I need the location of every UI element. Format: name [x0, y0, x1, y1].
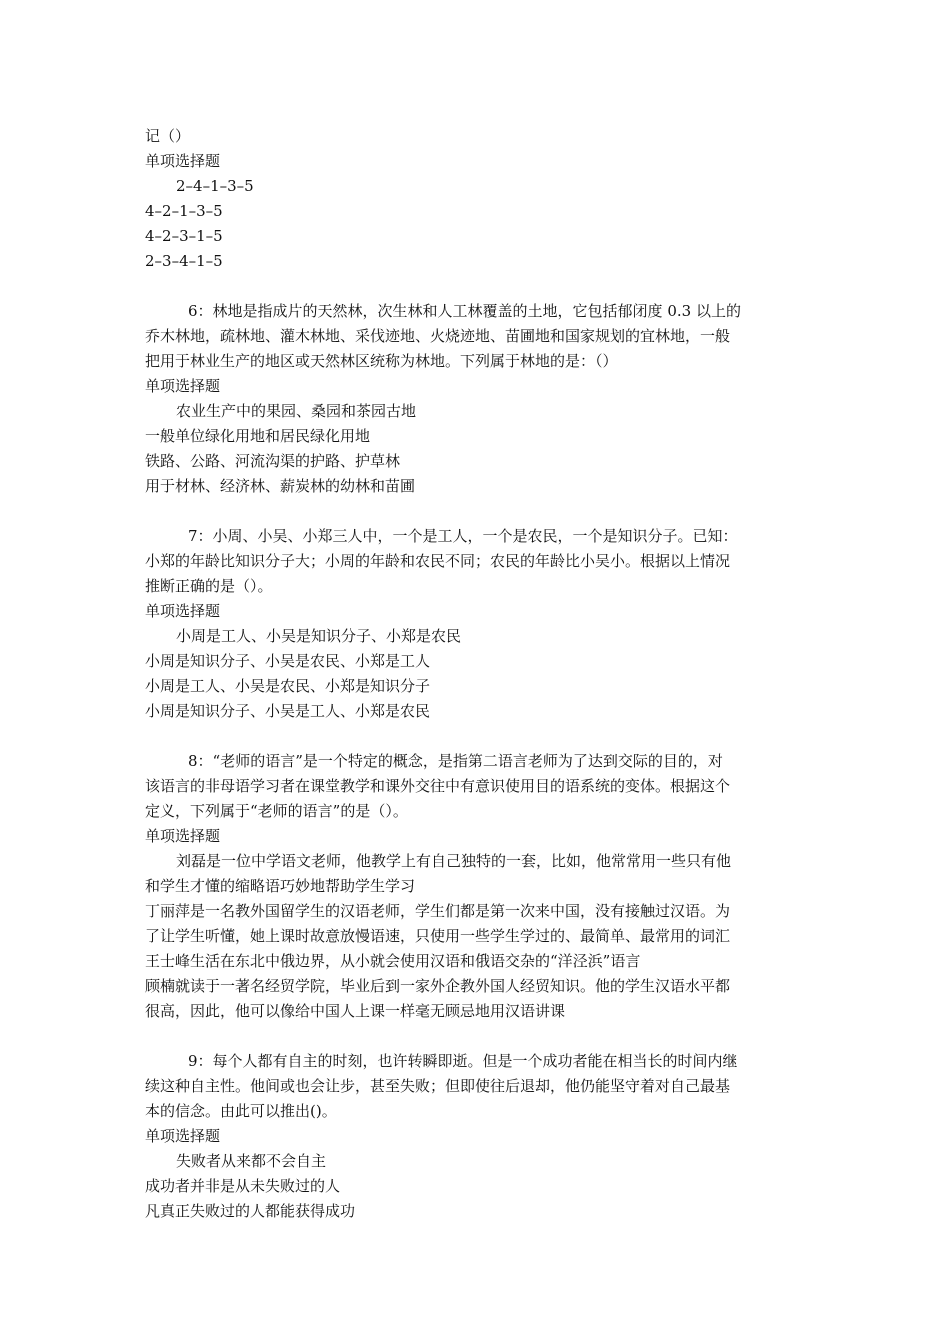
question-5-option-c[interactable]: 4–2–3–1–5 [145, 227, 223, 245]
question-9-option-a[interactable]: 失败者从来都不会自主 [176, 1152, 327, 1170]
document-page [145, 124, 809, 1224]
question-7-stem-line: 小郑的年龄比知识分子大；小周的年龄和农民不同；农民的年龄比小吴小。根据以上情况 [145, 552, 731, 570]
question-9-stem-line: 9：每个人都有自主的时刻，也许转瞬即逝。但是一个成功者能在相当长的时间内继 [188, 1052, 738, 1070]
question-8-option-a-cont[interactable]: 和学生才懂的缩略语巧妙地帮助学生学习 [145, 877, 416, 895]
question-6-option-d[interactable]: 用于材林、经济林、薪炭林的幼林和苗圃 [145, 477, 416, 495]
question-7-option-d[interactable]: 小周是知识分子、小吴是工人、小郑是农民 [145, 702, 431, 720]
question-7-stem-line: 7：小周、小吴、小郑三人中，一个是工人，一个是农民，一个是知识分子。已知： [188, 527, 738, 545]
question-8-option-c[interactable]: 王士峰生活在东北中俄边界，从小就会使用汉语和俄语交杂的“洋泾浜”语言 [145, 952, 641, 970]
question-9-block [145, 1049, 809, 1224]
question-8-option-b[interactable]: 丁丽萍是一名教外国留学生的汉语老师，学生们都是第一次来中国，没有接触过汉语。为 [145, 902, 731, 920]
question-9-stem-line: 续这种自主性。他间或也会让步，甚至失败；但即使往后退却，他仍能坚守着对自己最基 [145, 1077, 731, 1095]
question-8-option-b-cont[interactable]: 了让学生听懂，她上课时故意放慢语速，只使用一些学生学过的、最简单、最常用的词汇 [145, 927, 731, 945]
question-8-type-label: 单项选择题 [145, 827, 221, 845]
question-6-block [145, 299, 809, 499]
question-6-type-label: 单项选择题 [145, 377, 221, 395]
question-7-option-a[interactable]: 小周是工人、小吴是知识分子、小郑是农民 [176, 627, 462, 645]
question-6-option-c[interactable]: 铁路、公路、河流沟渠的护路、护草林 [145, 452, 401, 470]
question-6-stem-line: 把用于林业生产的地区或天然林区统称为林地。下列属于林地的是：（） [145, 352, 618, 370]
question-8-stem-line: 8：“老师的语言”是一个特定的概念，是指第二语言老师为了达到交际的目的，对 [188, 752, 723, 770]
question-9-option-c[interactable]: 凡真正失败过的人都能获得成功 [145, 1202, 356, 1220]
question-5-option-a[interactable]: 2–4–1–3–5 [176, 177, 254, 195]
question-7-stem-line: 推断正确的是（）。 [145, 577, 273, 595]
question-8-block [145, 749, 809, 1024]
question-6-option-b[interactable]: 一般单位绿化用地和居民绿化用地 [145, 427, 371, 445]
question-7-option-b[interactable]: 小周是知识分子、小吴是农民、小郑是工人 [145, 652, 431, 670]
question-8-option-d[interactable]: 顾楠就读于一著名经贸学院，毕业后到一家外企教外国人经贸知识。他的学生汉语水平都 [145, 977, 731, 995]
question-6-stem-line: 乔木林地，疏林地、灌木林地、采伐迹地、火烧迹地、苗圃地和国家规划的宜林地，一般 [145, 327, 731, 345]
question-7-type-label: 单项选择题 [145, 602, 221, 620]
question-6-stem-line: 6：林地是指成片的天然林，次生林和人工林覆盖的土地，它包括郁闭度 0.3 以上的 [188, 302, 741, 320]
question-9-option-b[interactable]: 成功者并非是从未失败过的人 [145, 1177, 341, 1195]
spacer [145, 724, 809, 749]
question-5-type-label: 单项选择题 [145, 152, 221, 170]
question-9-type-label: 单项选择题 [145, 1127, 221, 1145]
question-7-option-c[interactable]: 小周是工人、小吴是农民、小郑是知识分子 [145, 677, 431, 695]
question-8-stem-line: 该语言的非母语学习者在课堂教学和课外交往中有意识使用目的语系统的变体。根据这个 [145, 777, 731, 795]
spacer [145, 1024, 809, 1049]
question-8-stem-line: 定义，下列属于“老师的语言”的是（）。 [145, 802, 408, 820]
spacer [145, 499, 809, 524]
question-8-option-a[interactable]: 刘磊是一位中学语文老师，他教学上有自己独特的一套，比如，他常常用一些只有他 [176, 852, 732, 870]
question-5-option-b[interactable]: 4–2–1–3–5 [145, 202, 223, 220]
question-5-block [145, 124, 809, 274]
question-5-option-d[interactable]: 2–3–4–1–5 [145, 252, 223, 270]
question-9-stem-line: 本的信念。由此可以推出()。 [145, 1102, 337, 1120]
question-7-block [145, 524, 809, 724]
question-8-option-d-cont[interactable]: 很高，因此，他可以像给中国人上课一样毫无顾忌地用汉语讲课 [145, 1002, 566, 1020]
question-5-stem-tail: 记（） [145, 127, 191, 145]
spacer [145, 274, 809, 299]
question-6-option-a[interactable]: 农业生产中的果园、桑园和茶园古地 [176, 402, 417, 420]
